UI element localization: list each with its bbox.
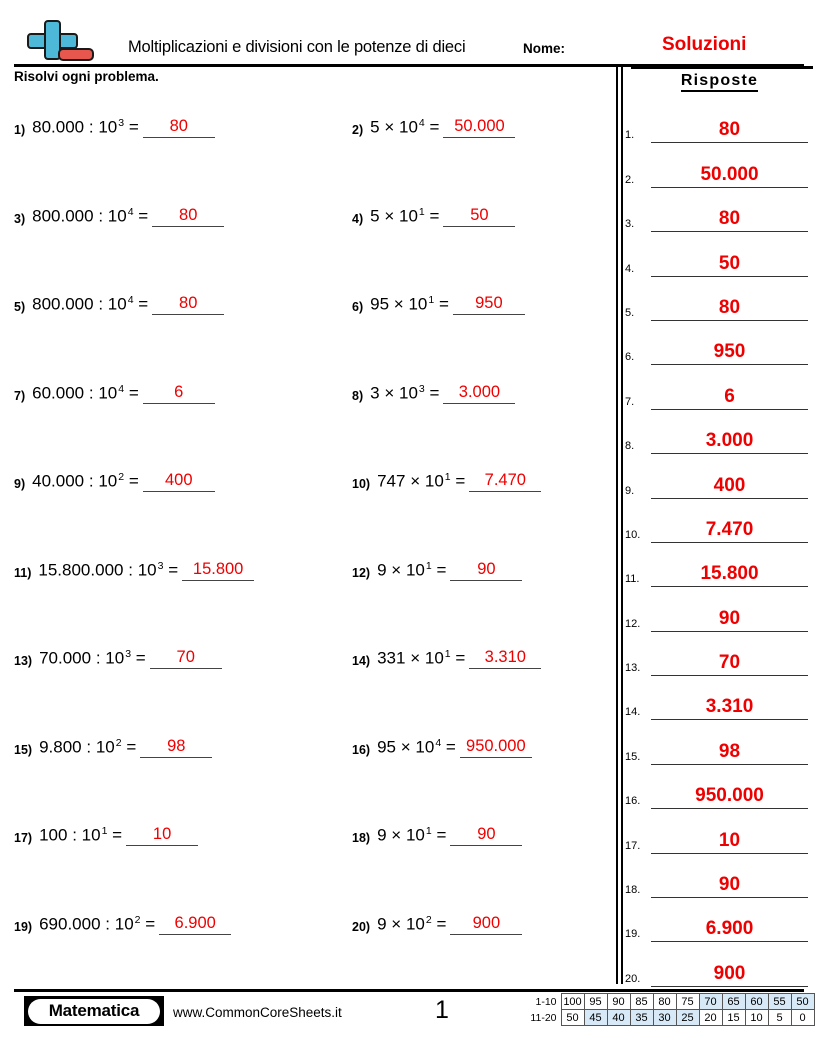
problem-equals: =	[455, 472, 466, 491]
problem-exponent: 4	[127, 294, 134, 307]
answer-key-row	[623, 188, 816, 232]
problem-expression	[377, 914, 446, 935]
problem-operand: 9	[377, 560, 387, 580]
problem-equals: =	[128, 472, 139, 491]
column-divider-left	[616, 66, 618, 984]
problem-number: 11)	[14, 565, 32, 580]
score-table-cell: 95	[584, 994, 607, 1010]
problem-expression	[39, 914, 155, 935]
problem-operand: 15.800.000	[38, 560, 124, 580]
problem-item	[352, 269, 525, 315]
problem-equals: =	[126, 737, 137, 757]
problem-base: 10	[399, 206, 418, 226]
problem-number: 4)	[352, 211, 364, 226]
page-number: 1	[435, 996, 449, 1024]
problem-answer-blank[interactable]: 6	[143, 383, 215, 404]
score-table-cell: 0	[791, 1010, 814, 1026]
answer-key-top-rule	[631, 66, 813, 69]
problem-base: 10	[114, 914, 134, 934]
score-table-cell: 50	[791, 994, 814, 1010]
answer-key-row	[623, 454, 816, 498]
score-table-row-label: 11-20	[530, 1011, 557, 1024]
problem-item	[14, 889, 231, 935]
problem-expression	[38, 560, 178, 581]
problem-exponent: 1	[425, 825, 432, 838]
problem-exponent: 2	[134, 913, 141, 926]
problem-expression	[32, 294, 148, 315]
problem-equals: =	[455, 649, 466, 668]
problem-base: 10	[105, 649, 125, 668]
problem-number: 15)	[14, 742, 33, 757]
problem-operator: :	[72, 826, 77, 845]
problem-exponent: 3	[157, 559, 164, 572]
problem-operator: ×	[400, 737, 411, 757]
problem-operand: 690.000	[39, 914, 101, 934]
score-table-cell: 60	[745, 994, 768, 1010]
answer-key-row	[623, 854, 816, 898]
problem-answer-blank[interactable]: 80	[152, 206, 224, 227]
problem-operand: 800.000	[32, 206, 94, 226]
problem-expression	[32, 383, 139, 404]
problem-expression	[32, 206, 148, 227]
problem-operator: :	[98, 206, 104, 226]
answer-key-value[interactable]: 950	[651, 341, 808, 365]
problem-operator: :	[95, 649, 101, 668]
answer-key-index: 17.	[625, 839, 641, 852]
answer-key-value[interactable]: 80	[651, 297, 808, 321]
problem-answer-blank[interactable]: 80	[143, 117, 215, 138]
problem-number: 12)	[352, 565, 371, 580]
problem-operator: :	[88, 472, 94, 491]
score-table-cell: 85	[630, 994, 653, 1010]
problem-operand: 95	[370, 295, 390, 314]
problem-base: 10	[424, 649, 444, 668]
answer-key-index: 5.	[625, 306, 635, 319]
problem-operand: 331	[377, 649, 406, 668]
problem-item	[14, 623, 222, 669]
answer-key-row	[623, 321, 816, 365]
problem-item	[352, 712, 532, 758]
answer-key-row	[623, 499, 816, 543]
problem-item	[14, 358, 215, 404]
score-table-cell: 100	[561, 994, 584, 1010]
problem-operand: 70.000	[39, 649, 92, 668]
answer-key-row	[623, 410, 816, 454]
page-title: Moltiplicazioni e divisioni con le potenze di dieci	[128, 38, 466, 56]
problem-operator: :	[128, 560, 133, 580]
problem-number: 14)	[352, 654, 371, 668]
problem-equals: =	[436, 826, 447, 845]
answer-key-value[interactable]: 3.310	[651, 696, 808, 720]
problem-number: 20)	[352, 919, 371, 934]
problem-item	[352, 535, 522, 581]
problem-operand: 9	[377, 914, 387, 934]
plus-minus-icon	[22, 20, 100, 66]
score-table-cell: 5	[768, 1010, 791, 1026]
problem-equals: =	[429, 383, 440, 403]
problem-operand: 9	[377, 826, 387, 845]
score-table-row-label: 1-10	[535, 995, 557, 1008]
score-table-cell: 80	[653, 994, 676, 1010]
problem-equals: =	[135, 649, 146, 668]
problem-expression	[39, 648, 146, 669]
problem-exponent: 3	[118, 117, 125, 130]
problem-expression	[370, 294, 449, 315]
answer-key-row	[623, 99, 816, 143]
problem-answer-blank[interactable]: 50	[443, 206, 515, 227]
answer-key-index: 18.	[625, 884, 641, 897]
problem-expression	[32, 117, 139, 138]
score-table-cell: 45	[584, 1010, 607, 1026]
footer-divider	[14, 989, 804, 992]
answer-key-index: 11.	[625, 573, 640, 586]
problem-expression	[377, 825, 446, 846]
problem-expression	[377, 648, 465, 669]
problem-exponent: 2	[115, 736, 122, 749]
problem-base: 10	[424, 472, 444, 491]
problem-operator: ×	[391, 914, 402, 934]
problem-equals: =	[138, 295, 149, 314]
answer-key-value[interactable]: 90	[651, 874, 808, 898]
answer-key-index: 6.	[625, 351, 635, 364]
answer-key-row	[623, 898, 816, 942]
name-value: Soluzioni	[662, 34, 747, 55]
answer-key-value[interactable]: 950.000	[651, 785, 808, 809]
problem-operator: ×	[384, 383, 395, 403]
answer-key-value[interactable]: 50	[651, 253, 808, 277]
problem-item	[14, 535, 254, 581]
problem-base: 10	[137, 560, 157, 580]
score-table-row	[527, 994, 814, 1010]
problem-base: 10	[98, 118, 118, 137]
problem-exponent: 2	[118, 471, 125, 484]
problem-expression	[377, 737, 456, 758]
problem-answer-blank[interactable]: 10	[126, 825, 198, 846]
answer-key-index: 20.	[625, 972, 641, 985]
problem-item	[352, 889, 522, 935]
problem-equals: =	[168, 560, 179, 580]
answer-key-title-text: Risposte	[681, 72, 758, 92]
answer-key-value[interactable]: 3.000	[651, 430, 808, 454]
problem-equals: =	[429, 118, 440, 137]
problem-operator: :	[88, 383, 94, 403]
problem-exponent: 1	[101, 825, 108, 838]
problem-number: 9)	[14, 477, 26, 491]
answer-key-value[interactable]: 7.470	[651, 519, 808, 543]
score-table-cell: 35	[630, 1010, 653, 1026]
score-table-cell: 10	[745, 1010, 768, 1026]
problem-expression	[39, 737, 136, 758]
problem-equals: =	[436, 914, 447, 934]
problem-item	[352, 92, 515, 138]
problem-item	[14, 181, 224, 227]
answer-key-row	[623, 720, 816, 764]
answer-key-value[interactable]: 6	[651, 386, 808, 410]
score-table-cell: 20	[699, 1010, 722, 1026]
score-table-cell: 70	[699, 994, 722, 1010]
score-table-body	[527, 994, 814, 1026]
problem-equals: =	[138, 206, 149, 226]
answer-key-value[interactable]: 10	[651, 830, 808, 854]
problem-operand: 5	[370, 206, 380, 226]
problem-answer-blank[interactable]: 3.000	[443, 383, 515, 404]
score-table-cell: 30	[653, 1010, 676, 1026]
problem-base: 10	[95, 737, 115, 757]
score-table-cell: 15	[722, 1010, 745, 1026]
answer-key-row	[623, 143, 816, 187]
problem-operand: 95	[377, 737, 396, 757]
problem-number: 18)	[352, 831, 371, 845]
answer-key-value[interactable]: 90	[651, 608, 808, 632]
answer-key-row	[623, 543, 816, 587]
problem-operand: 80.000	[32, 118, 85, 137]
problem-operator: :	[86, 737, 92, 757]
problem-exponent: 1	[425, 559, 432, 572]
problem-number: 13)	[14, 654, 33, 668]
score-table-cell: 65	[722, 994, 745, 1010]
brand-label: Matematica	[28, 999, 160, 1024]
problem-number: 5)	[14, 300, 26, 314]
problem-equals: =	[128, 118, 139, 137]
problem-number: 2)	[352, 123, 364, 137]
instructions-text: Risolvi ogni problema.	[14, 69, 159, 84]
problem-item	[14, 712, 212, 758]
problem-operand: 3	[370, 383, 380, 403]
problem-number: 16)	[352, 742, 371, 757]
problem-operator: :	[98, 295, 104, 314]
answer-key-index: 14.	[625, 706, 641, 719]
problem-exponent: 4	[435, 736, 442, 749]
answer-key-value[interactable]: 400	[651, 475, 808, 499]
score-table-row	[527, 1010, 814, 1026]
problem-exponent: 4	[418, 117, 425, 130]
answer-key-row	[623, 942, 816, 986]
problem-base: 10	[81, 826, 101, 845]
site-url: www.CommonCoreSheets.it	[173, 1005, 342, 1020]
problem-answer-blank[interactable]: 15.800	[182, 560, 254, 581]
problem-number: 8)	[352, 388, 364, 403]
problem-operand: 800.000	[32, 295, 94, 314]
problem-equals: =	[436, 560, 447, 580]
problem-operator: ×	[393, 295, 404, 314]
problem-item	[352, 358, 515, 404]
problem-operator: ×	[384, 206, 395, 226]
score-table-cell: 25	[676, 1010, 699, 1026]
problem-base: 10	[98, 383, 118, 403]
problem-expression	[370, 206, 439, 227]
answer-key-index: 1.	[625, 129, 635, 142]
problem-operand: 40.000	[32, 472, 85, 491]
answer-key-index: 19.	[625, 928, 641, 941]
answer-key-index: 8.	[625, 440, 635, 453]
answer-key-index: 15.	[625, 750, 641, 763]
problem-number: 17)	[14, 831, 33, 845]
answer-key-index: 9.	[625, 484, 635, 497]
problem-item	[352, 446, 541, 492]
problem-exponent: 1	[444, 648, 451, 661]
problem-exponent: 4	[118, 382, 125, 395]
problem-answer-blank[interactable]: 900	[450, 914, 522, 935]
score-table-cell: 50	[561, 1010, 584, 1026]
problem-expression	[377, 560, 446, 581]
answer-key-value[interactable]: 15.800	[651, 563, 808, 587]
problem-operator: ×	[410, 649, 421, 668]
answer-key-index: 12.	[625, 617, 641, 630]
problem-operator: ×	[384, 118, 395, 137]
problem-item	[14, 446, 215, 492]
problem-expression	[377, 471, 465, 492]
problem-answer-blank[interactable]: 90	[450, 560, 522, 581]
problem-exponent: 1	[444, 471, 451, 484]
answer-key-list	[623, 99, 816, 987]
problem-base: 10	[408, 295, 428, 314]
score-table-cell: 75	[676, 994, 699, 1010]
problem-item	[352, 623, 541, 669]
problem-answer-blank[interactable]: 950	[453, 294, 525, 315]
problem-answer-blank[interactable]: 400	[143, 471, 215, 492]
answer-key-row	[623, 587, 816, 631]
worksheet-header	[0, 0, 816, 66]
problem-base: 10	[415, 737, 435, 757]
problem-item	[352, 181, 515, 227]
problem-exponent: 2	[425, 913, 432, 926]
problem-operator: :	[105, 914, 110, 934]
problem-expression	[370, 117, 439, 138]
answer-key-value[interactable]: 80	[651, 208, 808, 232]
answer-key-row	[623, 765, 816, 809]
problem-base: 10	[107, 206, 127, 226]
problem-equals: =	[128, 383, 139, 403]
answer-key-index: 3.	[625, 218, 635, 231]
problem-answer-blank[interactable]: 7.470	[469, 471, 541, 492]
answer-key-row	[623, 632, 816, 676]
problem-equals: =	[145, 914, 156, 934]
problem-exponent: 1	[428, 294, 435, 307]
answer-key-row	[623, 277, 816, 321]
problem-operand: 100	[39, 826, 68, 845]
minus-bar	[58, 48, 94, 61]
name-label: Nome:	[523, 41, 566, 56]
problem-item	[14, 92, 215, 138]
problem-number: 1)	[14, 123, 26, 137]
problem-number: 7)	[14, 388, 26, 403]
problem-operator: ×	[410, 472, 421, 491]
problem-operator: ×	[391, 560, 402, 580]
answer-key-index: 16.	[625, 795, 641, 808]
problem-equals: =	[438, 295, 449, 314]
answer-key-title	[623, 72, 816, 90]
answer-key-value[interactable]: 50.000	[651, 164, 808, 188]
problem-expression	[370, 383, 439, 404]
problem-item	[352, 800, 522, 846]
answer-key-value[interactable]: 80	[651, 119, 808, 143]
problem-answer-blank[interactable]: 80	[152, 294, 224, 315]
problem-number: 10)	[352, 477, 371, 491]
score-table-cell: 40	[607, 1010, 630, 1026]
problem-operand: 9.800	[39, 737, 82, 757]
problem-operator: ×	[391, 826, 402, 845]
answer-key-index: 2.	[625, 173, 635, 186]
problem-expression	[32, 471, 139, 492]
problem-base: 10	[405, 826, 425, 845]
answer-key-row	[623, 365, 816, 409]
problem-item	[14, 269, 224, 315]
problem-exponent: 1	[418, 205, 425, 218]
problem-exponent: 3	[125, 648, 132, 661]
problem-base: 10	[405, 560, 425, 580]
problem-answer-blank[interactable]: 950.000	[460, 737, 532, 758]
problem-base: 10	[399, 118, 418, 137]
problem-base: 10	[98, 472, 118, 491]
problem-item	[14, 800, 198, 846]
problem-number: 19)	[14, 919, 33, 934]
problem-operand: 747	[377, 472, 406, 491]
answer-key-value[interactable]: 98	[651, 741, 808, 765]
problem-answer-blank[interactable]: 3.310	[469, 648, 541, 669]
score-table-cell: 55	[768, 994, 791, 1010]
score-table	[527, 993, 815, 1026]
problem-number: 6)	[352, 300, 364, 314]
problem-exponent: 4	[127, 205, 134, 218]
problem-base: 10	[405, 914, 425, 934]
answer-key-index: 13.	[625, 662, 641, 675]
problem-operand: 60.000	[32, 383, 85, 403]
problem-equals: =	[429, 206, 440, 226]
problem-number: 3)	[14, 211, 26, 226]
problem-exponent: 3	[418, 382, 425, 395]
problem-answer-blank[interactable]: 98	[140, 737, 212, 758]
answer-key-panel	[623, 66, 816, 984]
problem-base: 10	[399, 383, 418, 403]
answer-key-row	[623, 232, 816, 276]
answer-key-value[interactable]: 6.900	[651, 918, 808, 942]
problem-operator: :	[88, 118, 94, 137]
answer-key-value[interactable]: 900	[651, 963, 808, 987]
problem-answer-blank[interactable]: 6.900	[159, 914, 231, 935]
problem-answer-blank[interactable]: 50.000	[443, 117, 515, 138]
answer-key-index: 10.	[625, 528, 641, 541]
answer-key-value[interactable]: 70	[651, 652, 808, 676]
answer-key-index: 7.	[625, 395, 635, 408]
problem-answer-blank[interactable]: 70	[150, 648, 222, 669]
brand-badge	[24, 996, 164, 1026]
problem-equals: =	[112, 826, 123, 845]
problem-answer-blank[interactable]: 90	[450, 825, 522, 846]
score-table-cell: 90	[607, 994, 630, 1010]
problem-operand: 5	[370, 118, 380, 137]
answer-key-row	[623, 809, 816, 853]
answer-key-index: 4.	[625, 262, 635, 275]
problems-area	[0, 92, 612, 972]
problem-expression	[39, 825, 122, 846]
answer-key-row	[623, 676, 816, 720]
problem-base: 10	[107, 295, 127, 314]
problem-equals: =	[445, 737, 456, 757]
